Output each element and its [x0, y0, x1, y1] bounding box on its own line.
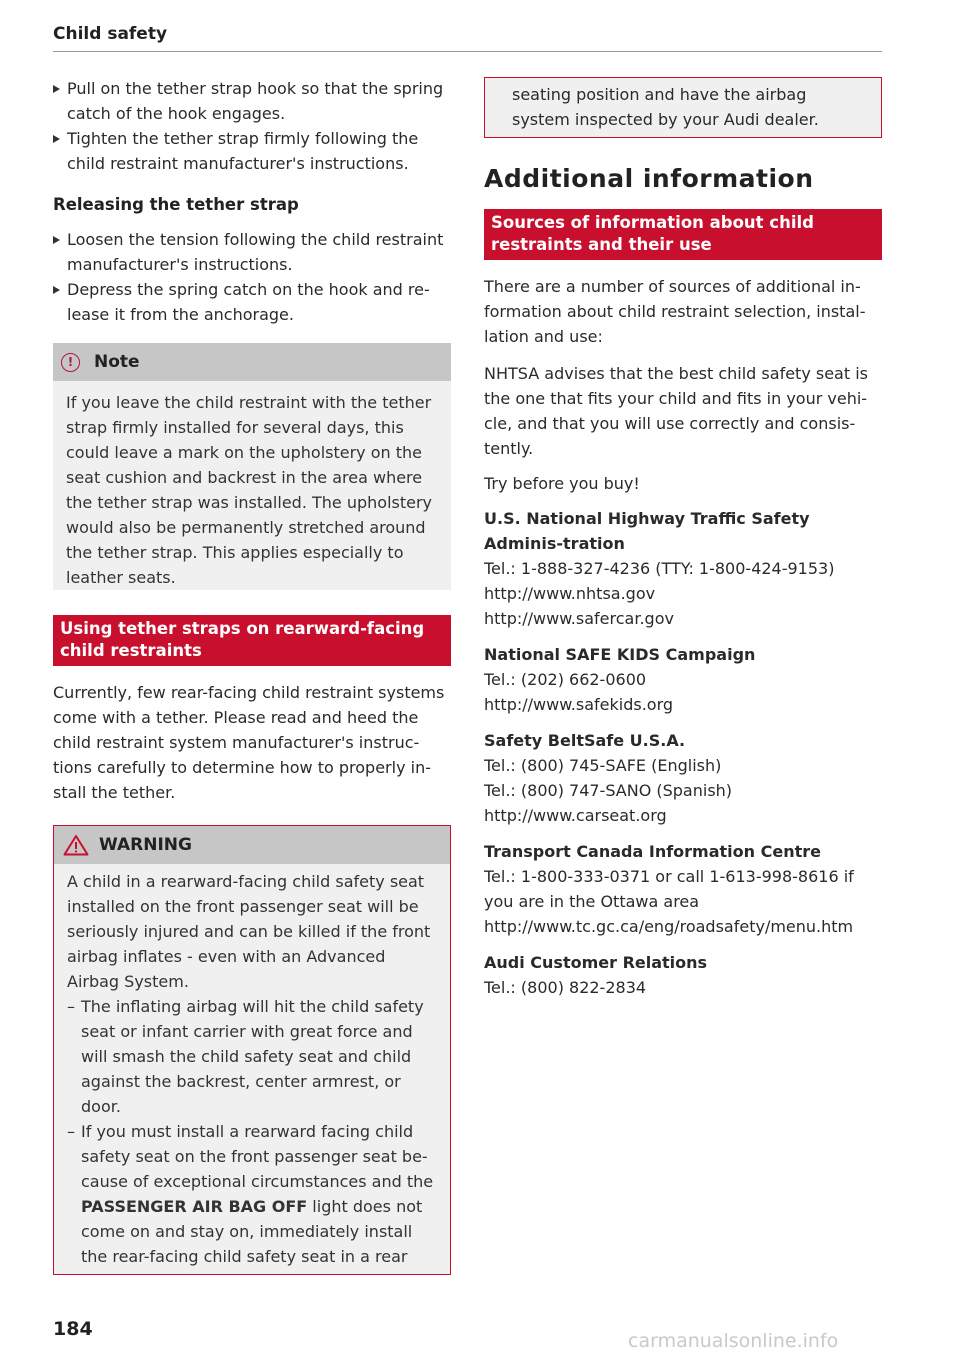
source-name: Audi Customer Relations	[484, 953, 708, 972]
warning-title: WARNING	[99, 834, 192, 855]
source-entry	[484, 950, 882, 1000]
note-text: If you leave the child restraint with the tether strap firmly installed for several days, this could leave a mark on the upholstery on the seat cushion and backrest in the area where the tether strap was installed. The upholstery would also be permanently stretched around the tether strap. This applies especially to leather seats.	[66, 393, 433, 587]
warning-continued-box: seating position and have the airbag system inspected by your Audi dealer.	[484, 77, 882, 138]
source-line: Tel.: (800) 745-SAFE (English)	[484, 756, 722, 775]
warning-item-text: If you must install a rearward facing child safety seat on the front passenger seat be-cause of exceptional circumstances and the	[81, 1122, 434, 1191]
note-title: Note	[94, 351, 140, 372]
source-line: Tel.: (202) 662-0600	[484, 670, 647, 689]
sources-intro: There are a number of sources of additional in-formation about child restraint selection, instal-lation and use:	[484, 277, 866, 346]
instruction-bullet: Tighten the tether strap firmly following the child restraint manufacturer's instructions.	[53, 126, 451, 176]
source-entry	[484, 642, 882, 717]
warning-intro: A child in a rearward-facing child safety seat installed on the front passenger seat will be seriously injured and can be killed if the front airbag inflates - even with an Advanced Airbag System.	[67, 872, 431, 991]
source-link[interactable]: http://www.safercar.gov	[484, 609, 674, 628]
right-column	[484, 76, 882, 1000]
warning-item-text: light does not come on and stay on, immediately install the rear-facing child safety seat in a rear	[81, 1197, 423, 1266]
site-watermark: carmanualsonline.info	[628, 1330, 839, 1352]
passenger-airbag-off-label: PASSENGER AIR BAG OFF	[81, 1197, 308, 1216]
section-title-rearward-tether: Using tether straps on rearward-facing child restraints	[53, 615, 451, 666]
source-name: National SAFE KIDS Campaign	[484, 645, 756, 664]
warning-body	[54, 864, 450, 1274]
left-column	[53, 76, 451, 1275]
nhtsa-advice: NHTSA advises that the best child safety seat is the one that fits your child and fits in your vehi-cle, and that you will use correctly and consis-tently.	[484, 364, 868, 458]
source-name: U.S. National Highway Traffic Safety Adminis-tration	[484, 509, 810, 553]
warning-header	[54, 826, 450, 864]
source-name: Safety BeltSafe U.S.A.	[484, 731, 686, 750]
header-divider	[53, 51, 882, 52]
section-title-sources: Sources of information about child restraints and their use	[484, 209, 882, 260]
note-box	[53, 343, 451, 590]
source-line: Tel.: (800) 822-2834	[484, 978, 647, 997]
try-before-buy: Try before you buy!	[484, 474, 640, 493]
source-link[interactable]: http://www.tc.gc.ca/eng/roadsafety/menu.htm	[484, 917, 854, 936]
note-header	[53, 343, 451, 381]
info-circle-icon: !	[61, 353, 80, 372]
source-link[interactable]: http://www.nhtsa.gov	[484, 584, 656, 603]
source-entry	[484, 839, 882, 939]
section-paragraph: Currently, few rear-facing child restraint systems come with a tether. Please read and heed the child restraint system manufacturer's instruc-tions carefully to determine how to properly in-stall the tether.	[53, 683, 445, 802]
source-line: Tel.: (800) 747-SANO (Spanish)	[484, 781, 733, 800]
warning-item	[67, 1119, 437, 1269]
page-header-title: Child safety	[53, 24, 168, 44]
source-line: Tel.: 1-800-333-0371 or call 1-613-998-8616 if you are in the Ottawa area	[484, 867, 854, 911]
instruction-bullet: Depress the spring catch on the hook and re-lease it from the anchorage.	[53, 277, 451, 327]
source-line: Tel.: 1-888-327-4236 (TTY: 1-800-424-9153)	[484, 559, 835, 578]
source-name: Transport Canada Information Centre	[484, 842, 821, 861]
main-heading: Additional information	[484, 164, 814, 193]
source-link[interactable]: http://www.carseat.org	[484, 806, 667, 825]
source-link[interactable]: http://www.safekids.org	[484, 695, 674, 714]
source-entry	[484, 506, 882, 631]
page-number: 184	[53, 1318, 93, 1340]
warning-box	[53, 825, 451, 1275]
instruction-bullet: Pull on the tether strap hook so that the spring catch of the hook engages.	[53, 76, 451, 126]
warning-item: – The inflating airbag will hit the child safety seat or infant carrier with great force and will smash the child safety seat and child against the backrest, center armrest, or door.	[67, 994, 437, 1119]
instruction-bullet: Loosen the tension following the child restraint manufacturer's instructions.	[53, 227, 451, 277]
subheading-releasing: Releasing the tether strap	[53, 195, 299, 214]
warning-triangle-icon	[63, 834, 89, 856]
source-entry	[484, 728, 882, 828]
